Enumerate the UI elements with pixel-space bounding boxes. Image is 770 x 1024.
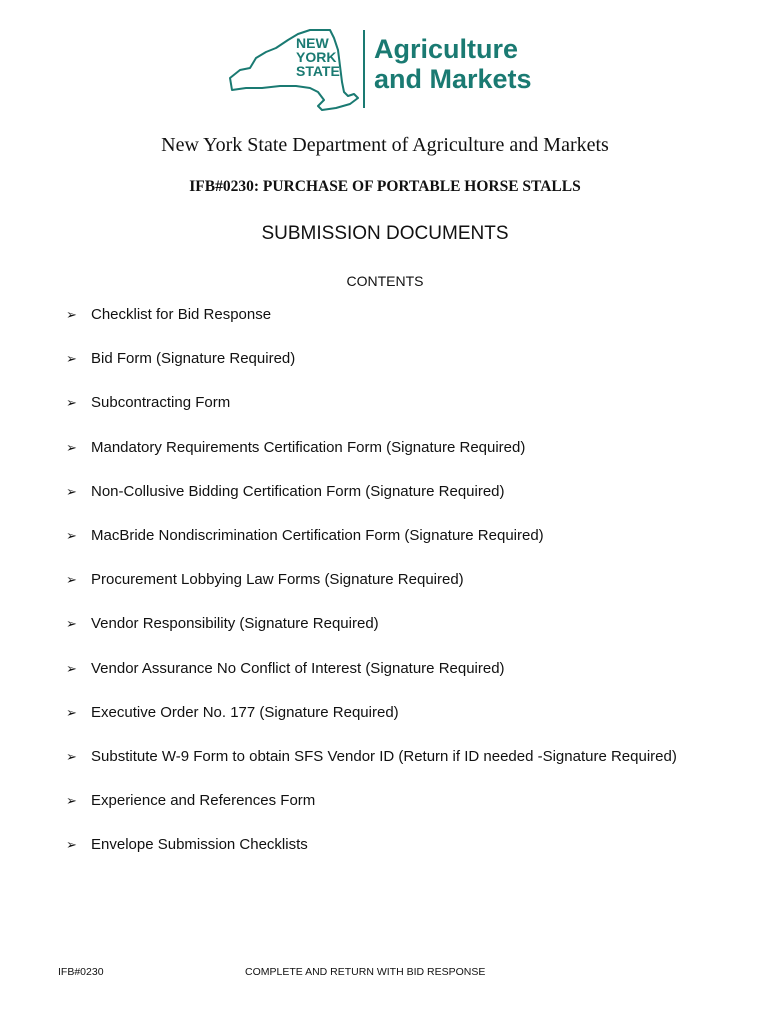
list-item: ➢ MacBride Nondiscrimination Certification Form (Signature Required) <box>66 526 544 544</box>
list-item: ➢ Subcontracting Form <box>66 394 231 412</box>
list-item: ➢ Non-Collusive Bidding Certification Form (Signature Required) <box>66 482 505 500</box>
list-item: ➢ Checklist for Bid Response <box>66 306 272 323</box>
arrow-bullet-icon: ➢ <box>66 572 77 588</box>
list-item: ➢ Executive Order No. 177 (Signature Required) <box>66 703 399 721</box>
agency-logo <box>226 26 556 112</box>
arrow-bullet-icon: ➢ <box>66 616 77 632</box>
arrow-bullet-icon: ➢ <box>66 439 77 455</box>
list-item: ➢ Experience and References Form <box>66 792 316 810</box>
footer-instruction: COMPLETE AND RETURN WITH BID RESPONSE <box>245 966 486 978</box>
list-item: ➢ Procurement Lobbying Law Forms (Signature Required) <box>66 571 464 589</box>
logo-state-line: STATE <box>296 63 340 79</box>
list-item: ➢ Mandatory Requirements Certification Form (Signature Required) <box>66 438 526 456</box>
list-item: ➢ Bid Form (Signature Required) <box>66 350 296 368</box>
logo-state-line: NEW <box>296 35 329 51</box>
footer-ifb-number: IFB#0230 <box>58 966 104 978</box>
list-item: ➢ Vendor Responsibility (Signature Required) <box>66 615 379 633</box>
department-title: New York State Department of Agriculture and Markets <box>161 134 609 156</box>
arrow-bullet-icon: ➢ <box>66 527 77 543</box>
arrow-bullet-icon: ➢ <box>66 483 77 499</box>
arrow-bullet-icon: ➢ <box>66 793 77 809</box>
contents-label: CONTENTS <box>346 273 424 289</box>
arrow-bullet-icon: ➢ <box>66 307 77 322</box>
contents-list <box>66 305 677 879</box>
logo-agency-text <box>374 34 532 94</box>
list-item: ➢ Envelope Submission Checklists <box>66 836 308 854</box>
arrow-bullet-icon: ➢ <box>66 704 77 720</box>
arrow-bullet-icon: ➢ <box>66 660 77 676</box>
logo-state-text <box>296 36 356 78</box>
arrow-bullet-icon: ➢ <box>66 748 77 764</box>
arrow-bullet-icon: ➢ <box>66 351 77 367</box>
arrow-bullet-icon: ➢ <box>66 837 77 853</box>
section-title: SUBMISSION DOCUMENTS <box>261 223 509 244</box>
list-item: ➢ Vendor Assurance No Conflict of Interest (Signature Required) <box>66 659 505 677</box>
list-item: ➢ Substitute W-9 Form to obtain SFS Vendor ID (Return if ID needed -Signature Required) <box>66 747 677 765</box>
logo-divider <box>363 30 365 108</box>
arrow-bullet-icon: ➢ <box>66 395 77 411</box>
logo-agency-line: and Markets <box>374 64 532 94</box>
logo-agency-line: Agriculture <box>374 34 519 64</box>
ifb-title: IFB#0230: PURCHASE OF PORTABLE HORSE STALLS <box>189 178 581 195</box>
logo-state-line: YORK <box>296 49 337 65</box>
